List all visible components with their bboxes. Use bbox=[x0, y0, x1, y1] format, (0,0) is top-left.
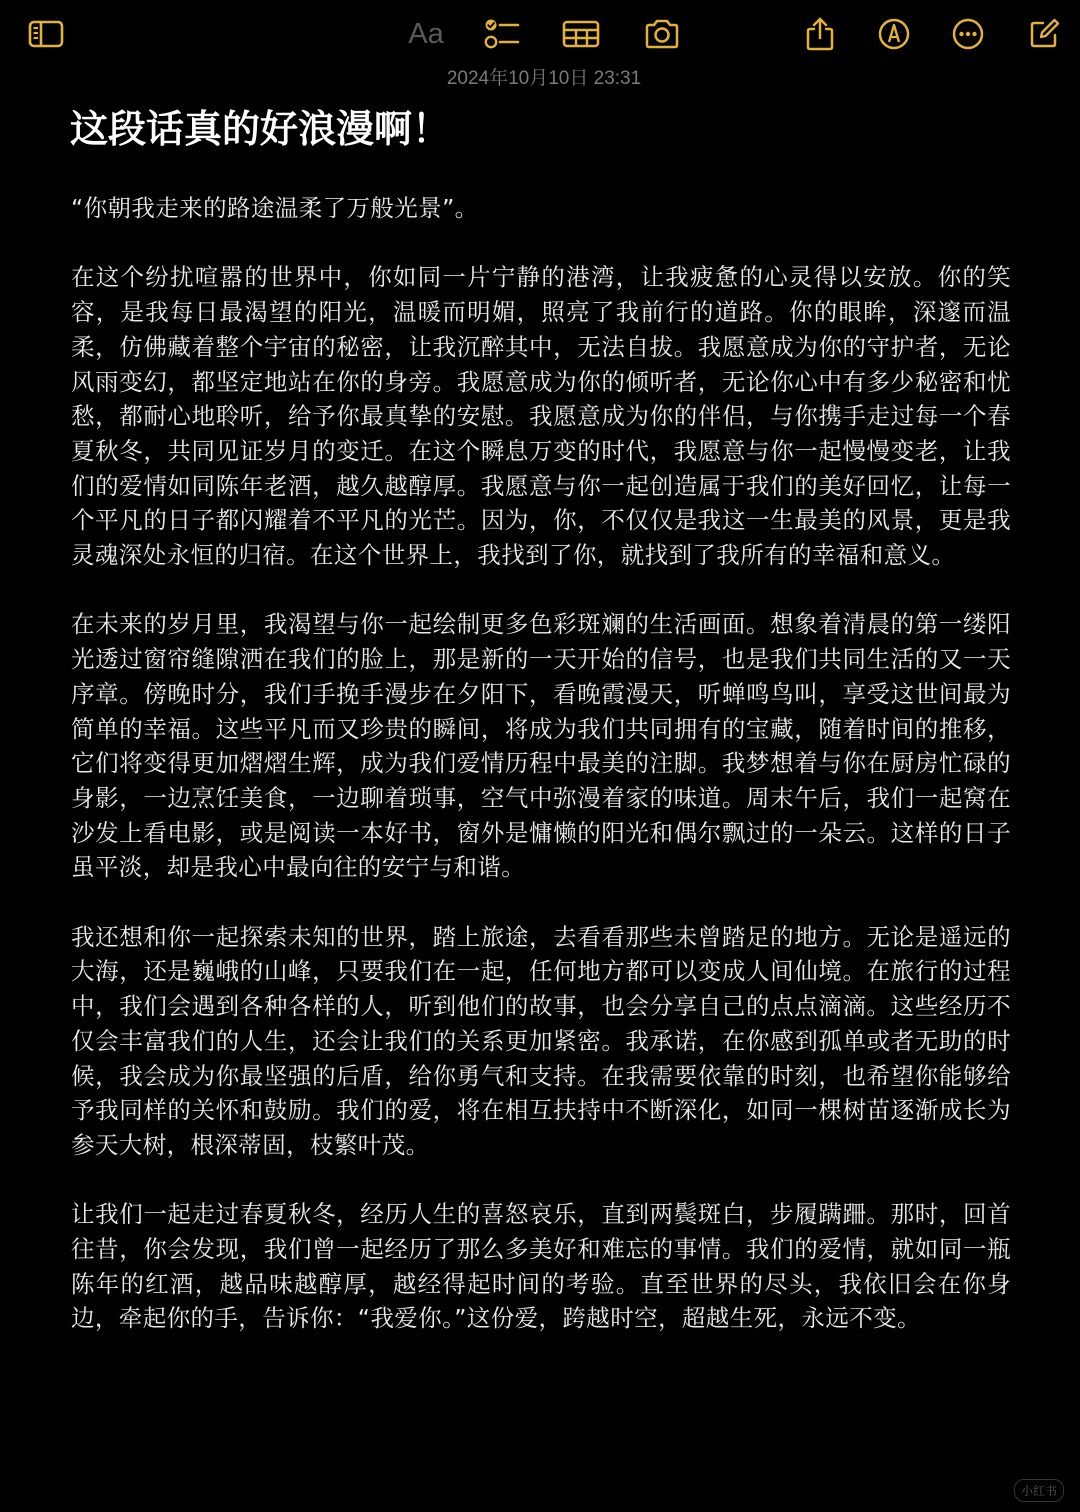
format-button[interactable] bbox=[404, 14, 448, 54]
note-paragraph: 在未来的岁月里，我渴望与你一起绘制更多色彩斑斓的生活画面。想象着清晨的第一缕阳光透过窗帘缝隙洒在我们的脸上，那是新的一天开始的信号，也是我们共同生活的又一天序章。傍晚时分，我们手挽手漫步在夕阳下，看晚霞漫天，听蝉鸣鸟叫，享受这世间最为简单的幸福。这些平凡而又珍贵的瞬间，将成为我们共同拥有的宝藏，随着时间的推移，它们将变得更加熠熠生辉，成为我们爱情历程中最美的注脚。我梦想着与你在厨房忙碌的身影，一边烹饪美食，一边聊着琐事，空气中弥漫着家的味道。周末午后，我们一起窝在沙发上看电影，或是阅读一本好书，窗外是慵懒的阳光和偶尔飘过的一朵云。这样的日子虽平淡，却是我心中最向往的安宁与和谐。 bbox=[71, 610, 1011, 882]
note-paragraph: “你朝我走来的路途温柔了万般光景”。 bbox=[71, 194, 479, 222]
share-icon bbox=[804, 16, 836, 52]
markup-button[interactable] bbox=[874, 14, 914, 54]
share-button[interactable] bbox=[800, 14, 840, 54]
note-paragraph: 在这个纷扰喧嚣的世界中，你如同一片宁静的港湾，让我疲惫的心灵得以安放。你的笑容，是我每日最渴望的阳光，温暖而明媚，照亮了我前行的道路。你的眼眸，深邃而温柔，仿佛藏着整个宇宙的秘密，让我沉醉其中，无法自拔。我愿意成为你的守护者，无论风雨变幻，都坚定地站在你的身旁。我愿意成为你的倾听者，无论你心中有多少秘密和忧愁，都耐心地聆听，给予你最真挚的安慰。我愿意成为你的伴侣，与你携手走过每一个春夏秋冬，共同见证岁月的变迁。在这个瞬息万变的时代，我愿意与你一起慢慢变老，让我们的爱情如同陈年老酒，越久越醇厚。我愿意与你一起创造属于我们的美好回忆，让每一个平凡的日子都闪耀着不平凡的光芒。因为，你，不仅仅是我这一生最美的风景，更是我灵魂深处永恒的归宿。在这个世界上，我找到了你，就找到了我所有的幸福和意义。 bbox=[71, 263, 1011, 570]
camera-button[interactable] bbox=[642, 14, 682, 54]
watermark: 小红书 bbox=[1014, 1479, 1064, 1502]
more-button[interactable] bbox=[948, 14, 988, 54]
compose-icon bbox=[1027, 17, 1061, 51]
table-icon bbox=[562, 19, 600, 49]
note-body[interactable] bbox=[71, 191, 1011, 1371]
note-paragraph: 我还想和你一起探索未知的世界，踏上旅途，去看看那些未曾踏足的地方。无论是遥远的大海，还是巍峨的山峰，只要我们在一起，任何地方都可以变成人间仙境。在旅行的过程中，我们会遇到各种各样的人，听到他们的故事，也会分享自己的点点滴滴。这些经历不仅会丰富我们的人生，还会让我们的关系更加紧密。我承诺，在你感到孤单或者无助的时候，我会成为你最坚强的后盾，给你勇气和支持。在我需要依靠的时刻，也希望你能够给予我同样的关怀和鼓励。我们的爱，将在相互扶持中不断深化，如同一棵树苗逐渐成长为参天大树，根深蒂固，枝繁叶茂。 bbox=[71, 922, 1011, 1159]
format-label: Aa bbox=[408, 17, 444, 50]
checklist-icon bbox=[483, 17, 521, 51]
note-paragraph: 让我们一起走过春夏秋冬，经历人生的喜怒哀乐，直到两鬓斑白，步履蹒跚。那时，回首往昔，你会发现，我们曾一起经历了那么多美好和难忘的事情。我们的爱情，就如同一瓶陈年的红酒，越品味越醇厚，越经得起时间的考验。直至世界的尽头，我依旧会在你身边，牵起你的手，告诉你：“我爱你。”这份爱，跨越时空，超越生死，永远不变。 bbox=[71, 1200, 1011, 1333]
camera-icon bbox=[643, 18, 681, 50]
note-title[interactable]: 这段话真的好浪漫啊！ bbox=[70, 107, 451, 151]
sidebar-icon bbox=[28, 19, 64, 49]
toolbar bbox=[0, 0, 1080, 70]
checklist-button[interactable] bbox=[482, 14, 522, 54]
markup-pen-icon bbox=[877, 17, 911, 51]
note-date: 2024年10月10日 23:31 bbox=[446, 68, 642, 89]
sidebar-toggle-button[interactable] bbox=[26, 14, 66, 54]
table-button[interactable] bbox=[561, 14, 601, 54]
more-icon bbox=[951, 17, 985, 51]
compose-button[interactable] bbox=[1024, 14, 1064, 54]
